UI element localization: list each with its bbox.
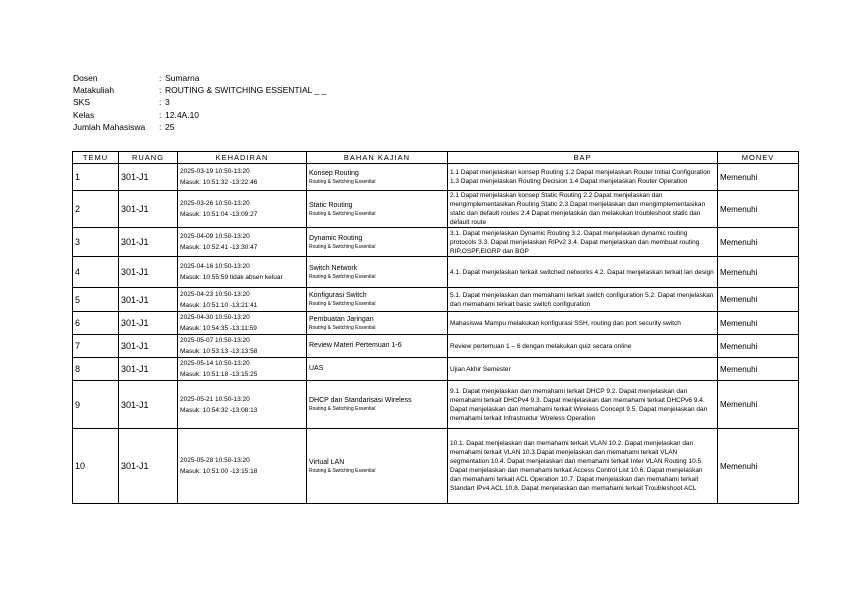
- course-name: Routing & Switching Essential: [309, 467, 376, 474]
- monev: Memenuhi: [718, 257, 799, 288]
- info-label: Jumlah Mahasiswa: [73, 121, 146, 132]
- topic-cell: [307, 164, 448, 191]
- meeting-number: 9: [73, 381, 119, 429]
- meeting-number: 8: [73, 358, 119, 381]
- info-value: ROUTING & SWITCHING ESSENTIAL _ _: [165, 85, 327, 96]
- check-in: Masuk: 10:51:00 -13:15:18: [180, 468, 258, 475]
- room: 301-J1: [119, 257, 178, 288]
- info-colon: :: [159, 85, 162, 96]
- topic: Review Materi Pertemuan 1-6: [309, 342, 402, 349]
- topic: UAS: [309, 365, 324, 372]
- schedule: 2025-04-30 10:50-13:20: [180, 314, 250, 321]
- room: 301-J1: [119, 288, 178, 312]
- monev: Memenuhi: [718, 381, 799, 429]
- bap: Ujian Akhir Semester: [448, 358, 718, 381]
- header-attendance: KEHADIRAN: [178, 152, 307, 164]
- header-room: RUANG: [119, 152, 178, 164]
- monev: Memenuhi: [718, 335, 799, 358]
- course-name: Routing & Switching Essential: [309, 243, 376, 250]
- header-bap: BAP: [448, 152, 718, 164]
- table-row: [73, 257, 799, 288]
- bap: 10.1. Dapat menjelaskan dan memahami terkait VLAN 10.2. Dapat menjelaskan dan memahami terkait VLAN 10.3.Dapat menjelaskan dan memahami terkait VLAN segmentation 10.4. Dapat menjelaskan dan memahami terkait Inter VLAN Routing 10.5. Dapat menjelaskan dan memahami terkait Access Control List 10.6. Dapat menjelaskan dan memahami terkait ACL Operation 10.7. Dapat menjelaskan dan memahami terkait Standart IPv4 ACL 10.8. Dapat menjelaskan dan memahami terkait Troubleshoot ACL: [448, 429, 718, 504]
- attendance-cell: [178, 312, 307, 335]
- monev: Memenuhi: [718, 429, 799, 504]
- monev: Memenuhi: [718, 288, 799, 312]
- course-name: Routing & Switching Essential: [309, 301, 376, 307]
- meeting-number: 2: [73, 191, 119, 228]
- course-name: Routing & Switching Essential: [309, 210, 376, 217]
- course-name: Routing & Switching Essential: [309, 406, 376, 412]
- info-colon: :: [159, 121, 162, 132]
- info-value: Sumarna: [165, 73, 200, 83]
- table-row: [73, 358, 799, 381]
- table-row: [73, 164, 799, 191]
- check-in: Masuk: 10:51:32 -13:22:46: [180, 179, 258, 186]
- room: 301-J1: [119, 381, 178, 429]
- schedule: 2025-03-26 10:50-13:20: [180, 200, 250, 207]
- room: 301-J1: [119, 228, 178, 257]
- schedule: 2025-03-19 10:50-13:20: [180, 168, 250, 175]
- table-row: [73, 429, 799, 504]
- topic-cell: [307, 191, 448, 228]
- attendance-cell: [178, 335, 307, 358]
- topic: Static Routing: [309, 201, 353, 209]
- topic-cell: [307, 257, 448, 288]
- room: 301-J1: [119, 312, 178, 335]
- topic-cell: [307, 288, 448, 312]
- topic-cell: [307, 335, 448, 358]
- meeting-number: 4: [73, 257, 119, 288]
- info-row-lecturer: [73, 72, 326, 84]
- topic: Pembuatan Jaringan: [309, 315, 374, 323]
- meeting-number: 7: [73, 335, 119, 358]
- table-row: [73, 381, 799, 429]
- monev: Memenuhi: [718, 228, 799, 257]
- info-colon: :: [159, 97, 162, 108]
- room: 301-J1: [119, 191, 178, 228]
- topic: Switch Network: [309, 264, 358, 272]
- attendance-cell: [178, 257, 307, 288]
- room: 301-J1: [119, 358, 178, 381]
- info-row-course: [73, 84, 326, 96]
- info-row-credits: [73, 96, 326, 108]
- topic: Konfigurasi Switch: [309, 292, 367, 299]
- attendance-cell: [178, 358, 307, 381]
- meeting-number: 3: [73, 228, 119, 257]
- info-value: 3: [165, 97, 170, 108]
- topic-cell: [307, 381, 448, 429]
- schedule: 2025-04-23 10:50-13:20: [180, 290, 250, 298]
- topic-cell: [307, 429, 448, 504]
- bap: Review pertemuan 1 – 6 dengan melakukan quiz secara online: [448, 335, 718, 358]
- table-row: [73, 312, 799, 335]
- topic: Dynamic Routing: [309, 234, 363, 242]
- table-row: [73, 228, 799, 257]
- topic-cell: [307, 358, 448, 381]
- room: 301-J1: [119, 335, 178, 358]
- check-in: Masuk: 10:53:13 -13:13:58: [180, 348, 258, 355]
- room: 301-J1: [119, 164, 178, 191]
- topic: Virtual LAN: [309, 458, 345, 466]
- topic: Konsep Routing: [309, 169, 359, 177]
- room: 301-J1: [119, 429, 178, 504]
- attendance-cell: [178, 381, 307, 429]
- course-name: Routing & Switching Essential: [309, 324, 376, 331]
- table-row: [73, 191, 799, 228]
- bap: 2.1 Dapat menjelaskan konsep Static Routing 2.2 Dapat menjelaskan dan mengimplementasikan Routing Static 2.3 Dapat menjelaskan dan mengimplementasikan static dan default routes 2.4 Dapat menjelaskan dan melakukan troubleshoot static dan default route: [448, 191, 718, 228]
- info-label: Dosen: [73, 73, 98, 83]
- course-info: [73, 72, 326, 133]
- schedule: 2025-05-21 10:50-13:20: [180, 395, 250, 403]
- course-name: Routing & Switching Essential: [309, 273, 376, 280]
- bap: 9.1. Dapat menjelaskan dan memahami terkait DHCP 9.2. Dapat menjelaskan dan memahami terkait DHCPv4 9.3. Dapat menjelaskan dan memahami terkait DHCPv6 9.4. Dapat menjelaskan dan memahami terkait Wireless Concept 9.5. Dapat menjelaskan dan memahami terkait Infrastruktur Wireless Operation: [448, 381, 718, 429]
- check-in: Masuk: 10:54:35 -13:11:59: [180, 325, 257, 332]
- attendance-cell: [178, 429, 307, 504]
- info-value: 12.4A.10: [165, 109, 200, 120]
- info-label: Kelas: [73, 109, 95, 120]
- info-row-class: [73, 109, 326, 121]
- table-header-row: [73, 152, 799, 164]
- monev: Memenuhi: [718, 358, 799, 381]
- monev: Memenuhi: [718, 191, 799, 228]
- attendance-cell: [178, 288, 307, 312]
- check-in: Masuk: 10:51:10 -13:21:41: [180, 301, 258, 309]
- attendance-cell: [178, 228, 307, 257]
- info-colon: :: [159, 73, 162, 83]
- bap: 5.1. Dapat menjelaskan dan memahami terkait switch configuration 5.2. Dapat menjelaskan dan memahami terkait basic switch configuration: [448, 288, 718, 312]
- check-in: Masuk: 10:55:59 tidak absen keluar: [180, 274, 283, 281]
- schedule: 2025-05-07 10:50-13:20: [180, 337, 250, 344]
- check-in: Masuk: 10:51:18 -13:15:25: [180, 371, 258, 378]
- course-name: Routing & Switching Essential: [309, 178, 376, 185]
- bap: 4.1. Dapat menjelaskan terkait switched networks 4.2. Dapat menjelaskan terkait lan design: [448, 257, 718, 288]
- attendance-cell: [178, 191, 307, 228]
- header-meeting: TEMU: [73, 152, 119, 164]
- meeting-number: 6: [73, 312, 119, 335]
- topic: DHCP dan Standarisasi Wireless: [309, 397, 412, 404]
- info-value: 25: [165, 121, 175, 132]
- schedule: 2025-05-14 10:50-13:20: [180, 360, 250, 367]
- bap: Mahasiswa Mampu melakukan konfigurasi SSH, routing dan port security switch: [448, 312, 718, 335]
- schedule: 2025-05-28 10:50-13:20: [180, 457, 250, 464]
- header-monev: MONEV: [718, 152, 799, 164]
- bap: 1.1 Dapat menjelaskan konsep Routing 1.2 Dapat menjelaskan Router Initial Configuration 1.3 Dapat menjelaskan Routing Decision 1.4 Dapat menjelaskan Router Operation: [448, 164, 718, 191]
- bap: 3.1. Dapat menjelaskan Dynamic Routing 3.2. Dapat menjelaskan dynamic routing protocols 3.3. Dapat menjelaskan RIPv2 3.4. Dapat menjelaskan dan membuat routing RIP,OSPF,EIGRP dan BGP: [448, 228, 718, 257]
- meeting-number: 10: [73, 429, 119, 504]
- info-colon: :: [159, 109, 162, 120]
- check-in: Masuk: 10:52:41 -13:30:47: [180, 244, 258, 251]
- info-row-students: [73, 121, 326, 133]
- meeting-number: 5: [73, 288, 119, 312]
- monev: Memenuhi: [718, 312, 799, 335]
- info-label: SKS: [73, 97, 91, 108]
- topic-cell: [307, 312, 448, 335]
- schedule: 2025-04-09 10:50-13:20: [180, 233, 250, 240]
- schedule: 2025-04-16 10:50-13:20: [180, 263, 250, 270]
- header-topic: BAHAN KAJIAN: [307, 152, 448, 164]
- topic-cell: [307, 228, 448, 257]
- teaching-journal-table: [72, 151, 799, 504]
- attendance-cell: [178, 164, 307, 191]
- check-in: Masuk: 10:54:32 -13:08:13: [180, 406, 258, 414]
- table-row: [73, 288, 799, 312]
- table-row: [73, 335, 799, 358]
- monev: Memenuhi: [718, 164, 799, 191]
- info-label: Matakuliah: [73, 85, 115, 96]
- check-in: Masuk: 10:51:04 -13:09:27: [180, 211, 258, 218]
- meeting-number: 1: [73, 164, 119, 191]
